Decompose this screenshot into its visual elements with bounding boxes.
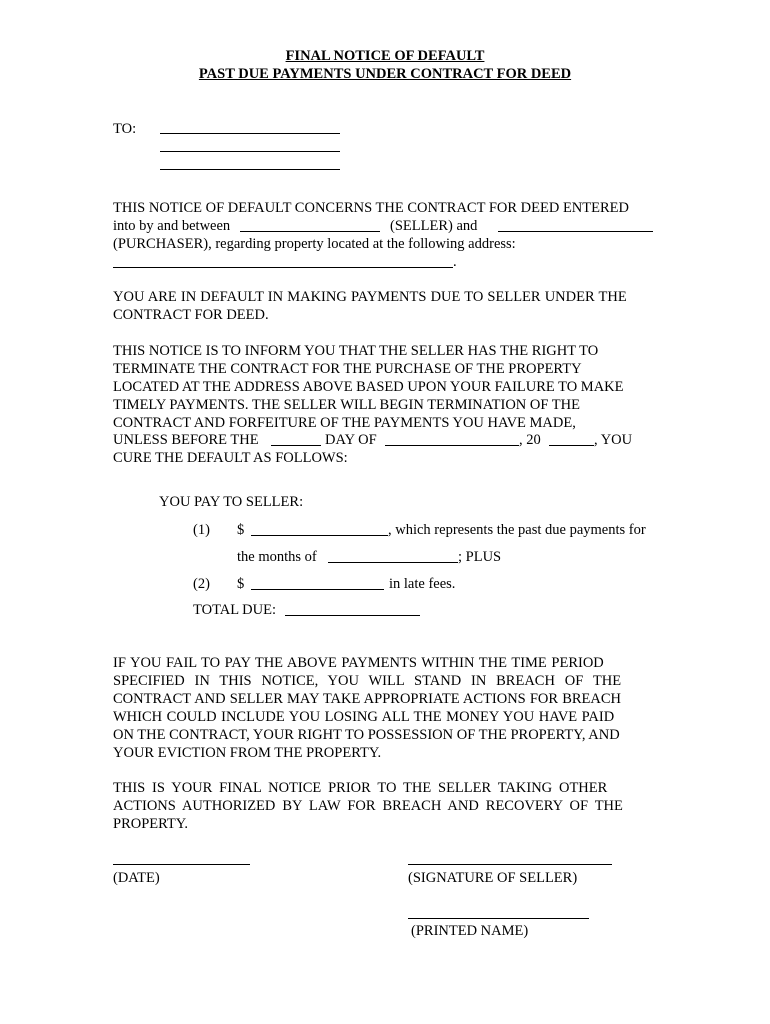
property-address-field[interactable] (113, 267, 453, 268)
para2-line2: CONTRACT FOR DEED. (113, 307, 269, 323)
para3-line5: CONTRACT AND FORFEITURE OF THE PAYMENTS YOU HAVE MADE, (113, 415, 576, 431)
seller-signature-label: (SIGNATURE OF SELLER) (408, 870, 578, 886)
item1-number: (1) (193, 522, 210, 538)
date-signature-line[interactable] (113, 864, 250, 865)
para3-line1: THIS NOTICE IS TO INFORM YOU THAT THE SELLER HAS THE RIGHT TO (113, 343, 599, 359)
para4-line4: WHICH COULD INCLUDE YOU LOSING ALL THE MONEY YOU HAVE PAID (113, 709, 615, 725)
total-due-field[interactable] (285, 615, 420, 616)
para3-line7: CURE THE DEFAULT AS FOLLOWS: (113, 450, 348, 466)
printed-name-line[interactable] (408, 918, 589, 919)
item1-dollar-sign: $ (237, 522, 245, 538)
para2-line1: YOU ARE IN DEFAULT IN MAKING PAYMENTS DUE TO SELLER UNDER THE (113, 289, 627, 305)
to-line-2[interactable] (160, 151, 340, 152)
total-due-label: TOTAL DUE: (193, 602, 277, 618)
para3-line6-d: , YOU (594, 432, 633, 448)
past-due-amount-field[interactable] (251, 535, 388, 536)
printed-name-label: (PRINTED NAME) (411, 923, 529, 939)
late-fees-field[interactable] (251, 589, 384, 590)
document-subtitle: PAST DUE PAYMENTS UNDER CONTRACT FOR DEED (198, 66, 572, 82)
item2-text: in late fees. (389, 576, 456, 592)
para3-line3: LOCATED AT THE ADDRESS ABOVE BASED UPON YOUR FAILURE TO MAKE (113, 379, 624, 395)
item2-number: (2) (193, 576, 210, 592)
para3-line4: TIMELY PAYMENTS. THE SELLER WILL BEGIN TERMINATION OF THE (113, 397, 580, 413)
item2-dollar-sign: $ (237, 576, 245, 592)
para3-line6-a: UNLESS BEFORE THE (113, 432, 259, 448)
para5-line1: THIS IS YOUR FINAL NOTICE PRIOR TO THE SELLER TAKING OTHER (113, 780, 608, 796)
cure-month-field[interactable] (385, 445, 519, 446)
para3-line6-c: , 20 (519, 432, 541, 448)
para1-line3: (PURCHASER), regarding property located at the following address: (113, 236, 516, 252)
payment-heading: YOU PAY TO SELLER: (159, 494, 304, 510)
document-title: FINAL NOTICE OF DEFAULT (285, 48, 485, 64)
para4-line6: YOUR EVICTION FROM THE PROPERTY. (113, 745, 382, 761)
item1-line2-b: ; PLUS (458, 549, 502, 565)
para1-line4-end: . (453, 254, 457, 270)
cure-day-field[interactable] (271, 445, 321, 446)
para1-line1: THIS NOTICE OF DEFAULT CONCERNS THE CONTRACT FOR DEED ENTERED (113, 200, 629, 216)
cure-year-field[interactable] (549, 445, 594, 446)
para4-line3: CONTRACT AND SELLER MAY TAKE APPROPRIATE ACTIONS FOR BREACH (113, 691, 622, 707)
seller-signature-line[interactable] (408, 864, 612, 865)
item1-line2-a: the months of (237, 549, 317, 565)
purchaser-name-field[interactable] (498, 231, 653, 232)
to-line-1[interactable] (160, 133, 340, 134)
to-line-3[interactable] (160, 169, 340, 170)
para5-line3: PROPERTY. (113, 816, 189, 832)
para3-line2: TERMINATE THE CONTRACT FOR THE PURCHASE OF THE PROPERTY (113, 361, 582, 377)
para5-line2: ACTIONS AUTHORIZED BY LAW FOR BREACH AND RECOVERY OF THE (113, 798, 623, 814)
para4-line2: SPECIFIED IN THIS NOTICE, YOU WILL STAND IN BREACH OF THE (113, 673, 622, 689)
para3-line6-b: DAY OF (325, 432, 377, 448)
date-label: (DATE) (113, 870, 160, 886)
para4-line5: ON THE CONTRACT, YOUR RIGHT TO POSSESSION OF THE PROPERTY, AND (113, 727, 620, 743)
to-label: TO: (113, 121, 137, 137)
item1-text: , which represents the past due payments for (388, 522, 646, 538)
para4-line1: IF YOU FAIL TO PAY THE ABOVE PAYMENTS WITHIN THE TIME PERIOD (113, 655, 604, 671)
months-field[interactable] (328, 562, 458, 563)
para1-line2-b: (SELLER) and (390, 218, 478, 234)
seller-name-field[interactable] (240, 231, 380, 232)
para1-line2-a: into by and between (113, 218, 231, 234)
